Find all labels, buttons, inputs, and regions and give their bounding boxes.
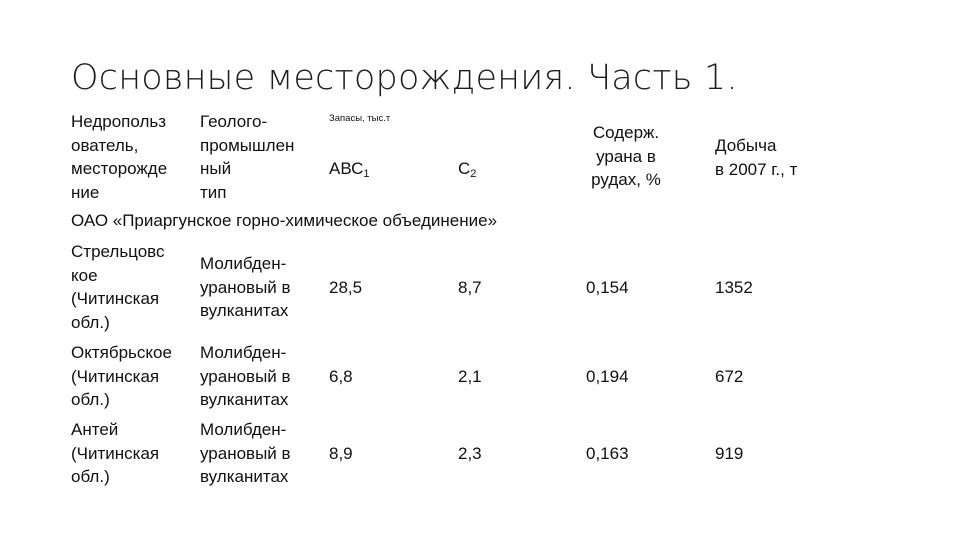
uranium-grade: 0,154 (586, 278, 629, 297)
header-uranium-grade: Содерж. урана в рудах, % (591, 123, 661, 189)
deposit-type: Молибден- урановый в вулканитах (200, 420, 291, 486)
production-2007: 919 (715, 444, 744, 463)
slide-title: Основные месторождения. Часть 1. (71, 58, 738, 98)
header-production-2007: Добыча в 2007 г., т (715, 136, 798, 179)
deposit-type: Молибден- урановый в вулканитах (200, 343, 291, 409)
header-reserves-caption: Запасы, тыс.т (329, 113, 391, 124)
header-abc1: $АВС_1$ (329, 159, 370, 180)
reserves-abc1: 6,8 (329, 367, 353, 386)
header-c2: $С_2$ (458, 159, 477, 180)
deposit-name: Антей (Читинская обл.) (71, 420, 160, 486)
production-2007: 672 (715, 367, 744, 386)
deposit-name: Стрельцовс кое (Читинская обл.) (71, 242, 165, 332)
header-geological-type: Геолого- промышлен ный тип (200, 112, 295, 202)
deposit-type: Молибден- урановый в вулканитах (200, 254, 291, 320)
reserves-c2: 2,3 (458, 444, 482, 463)
reserves-c2: 2,1 (458, 367, 482, 386)
uranium-grade: 0,163 (586, 444, 629, 463)
header-subsoil-user: Недропольз ователь, месторожде ние (71, 112, 168, 202)
reserves-abc1: 28,5 (329, 278, 363, 297)
production-2007: 1352 (715, 278, 753, 297)
reserves-abc1: 8,9 (329, 444, 353, 463)
group-row-company: ОАО «Приаргунское горно-химическое объединение» (71, 211, 498, 230)
reserves-c2: 8,7 (458, 278, 482, 297)
deposit-name: Октябрьское (Читинская обл.) (71, 343, 172, 409)
uranium-grade: 0,194 (586, 367, 629, 386)
